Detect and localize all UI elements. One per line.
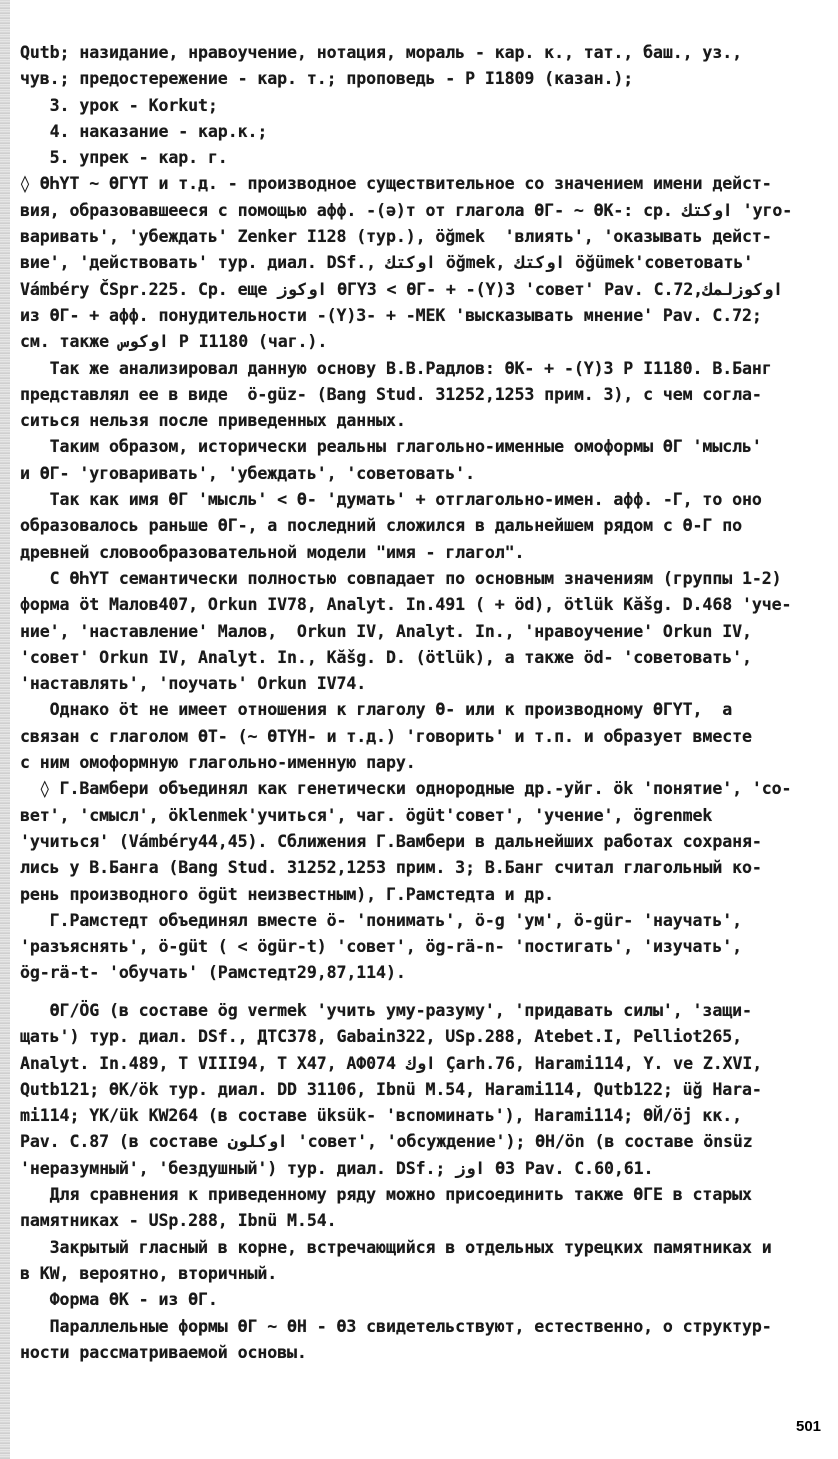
text-line: памятниках - USp.288, Ibnü M.54. bbox=[20, 1211, 337, 1231]
text-line: вия, образовавшееся с помощью афф. -(ə)т от глагола ӨГ- ~ ӨК-: ср. ‫اوكتك‬ 'уго- bbox=[20, 200, 793, 220]
text-line: ög-rä-t- 'обучать' (Рамстедт29,87,114). bbox=[20, 963, 406, 983]
text-line: Параллельные формы ӨГ ~ ӨН - ӨЗ свидетельствуют, естественно, о структур- bbox=[20, 1316, 772, 1336]
text-line: щать') тур. диал. DSf., ДТС378, Gabain322, USp.288, Atebet.I, Pelliot265, bbox=[20, 1027, 742, 1047]
text-line: Qutb; назидание, нравоучение, нотация, мораль - кар. к., тат., баш., уз., bbox=[20, 43, 742, 62]
text-line: чув.; предостережение - кар. т.; проповедь - Р I1809 (казан.); bbox=[20, 69, 634, 89]
text-line: см. также ‫اوكوس‬ Р I1180 (чаг.). bbox=[20, 332, 328, 352]
text-line: Analyt. In.489, T VIII94, T X47, АФ074 ‫اوك‬ Çarh.76, Harami114, Y. ve Z.XVI, bbox=[20, 1053, 763, 1073]
text-block-1 bbox=[20, 40, 828, 987]
text-line: Для сравнения к приведенному ряду можно присоединить также ӨГЕ в старых bbox=[20, 1185, 752, 1205]
text-block-2 bbox=[20, 998, 828, 1366]
text-line: Форма ӨК - из ӨГ. bbox=[20, 1290, 218, 1310]
text-line: mi114; ҮК/ük KW264 (в составе üksük- 'вспоминать'), Harami114; ӨЙ/öj кк., bbox=[20, 1106, 742, 1126]
text-line: ситься нельзя после приведенных данных. bbox=[20, 411, 406, 431]
text-line: варивать', 'убеждать' Zenker I128 (тур.), öğmek 'влиять', 'оказывать дейст- bbox=[20, 227, 772, 247]
text-line: Закрытый гласный в корне, встречающийся в отдельных турецких памятниках и bbox=[20, 1237, 772, 1257]
text-line: Таким образом, исторически реальны глагольно-именные омоформы ӨГ 'мысль' bbox=[20, 437, 762, 457]
text-line: Vámbéry ČSpr.225. Ср. еще ‫اوكوز‬ ӨГҮЗ < ӨГ- + -(Ү)З 'совет' Pav. C.72,‫اوكوزلمك‬ bbox=[20, 279, 783, 299]
text-line: 3. урок - Korkut; bbox=[20, 95, 218, 115]
text-line: 'разъяснять', ö-güt ( < ögür-t) 'совет', ög-rä-n- 'постигать', 'изучать', bbox=[20, 937, 742, 957]
text-line: Qutb121; ӨК/ök тур. диал. DD 31106, Ibnü M.54, Harami114, Qutb122; üğ Hara- bbox=[20, 1079, 762, 1099]
text-line: 4. наказание - кар.к.; bbox=[20, 121, 268, 141]
text-line: 'неразумный', 'бездушный') тур. диал. DSf.; ‫اوز‬ ӨЗ Pav. C.60,61. bbox=[20, 1158, 654, 1178]
text-line: ности рассматриваемой основы. bbox=[20, 1342, 307, 1362]
text-line: связан с глаголом ӨТ- (~ ӨТҮН- и т.д.) 'говорить' и т.п. и образует вместе bbox=[20, 726, 752, 746]
text-line: лись у В.Банга (Bang Stud. 31252,1253 прим. 3; В.Банг считал глагольный ко- bbox=[20, 858, 762, 878]
text-line: ◊ ӨҺҮТ ~ ӨГҮТ и т.д. - производное существительное со значением имени дейст- bbox=[20, 174, 772, 194]
text-line: С ӨҺҮТ семантически полностью совпадает по основным значениям (группы 1-2) bbox=[20, 568, 782, 588]
text-line: ӨГ/ÖG (в составе ög vermek 'учить уму-разуму', 'придавать силы', 'защи- bbox=[20, 1001, 752, 1020]
text-line: представлял ее в виде ö-güz- (Bang Stud. 31252,1253 прим. 3), с чем согла- bbox=[20, 384, 762, 404]
scan-edge bbox=[0, 0, 10, 1459]
text-line: ◊ Г.Вамбери объединял как генетически однородные др.-уйг. ök 'понятие', 'со- bbox=[20, 779, 792, 799]
text-line: 5. упрек - кар. г. bbox=[20, 148, 228, 168]
text-line: ние', 'наставление' Малов, Orkun IV, Analyt. In., 'нравоучение' Orkun IV, bbox=[20, 621, 752, 641]
text-line: Однако öt не имеет отношения к глаголу Ө- или к производному ӨГҮТ, а bbox=[20, 700, 733, 720]
text-line: Pav. C.87 (в составе ‫اوكلون‬ 'совет', 'обсуждение'); ӨН/ön (в составе önsüz bbox=[20, 1132, 753, 1152]
text-line: в KW, вероятно, вторичный. bbox=[20, 1263, 278, 1283]
text-line: 'наставлять', 'поучать' Orkun IV74. bbox=[20, 674, 367, 694]
text-line: и ӨГ- 'уговаривать', 'убеждать', 'советовать'. bbox=[20, 463, 475, 483]
text-line: 'учиться' (Vámbéry44,45). Сближения Г.Вамбери в дальнейших работах сохраня- bbox=[20, 831, 762, 851]
text-line: из ӨГ- + афф. понудительности -(Ү)З- + -МЕК 'высказывать мнение' Pav. C.72; bbox=[20, 305, 762, 325]
text-line: с ним омоформную глагольно-именную пару. bbox=[20, 753, 416, 773]
text-line: 'совет' Orkun IV, Analyt. In., Kăšg. D. (ötlük), а также öd- 'советовать', bbox=[20, 647, 752, 667]
text-line: Так как имя ӨГ 'мысль' < Ө- 'думать' + отглагольно-имен. афф. -Г, то оно bbox=[20, 490, 762, 510]
text-line: вет', 'смысл', öklenmek'учиться', чаг. ögüt'совет', 'учение', ögrenmek bbox=[20, 805, 713, 825]
text-line: форма öt Малов407, Orkun IV78, Analyt. In.491 ( + öd), ötlük Kăšg. D.468 'уче- bbox=[20, 595, 792, 615]
text-line: древней словообразовательной модели "имя - глагол". bbox=[20, 542, 525, 562]
text-line: рень производного ögüt неизвестным), Г.Рамстедта и др. bbox=[20, 884, 555, 904]
text-line: Г.Рамстедт объединял вместе ö- 'понимать', ö-g 'ум', ö-gür- 'научать', bbox=[20, 910, 742, 930]
text-line: образовалось раньше ӨГ-, а последний сложился в дальнейшем рядом с Ө-Г по bbox=[20, 516, 742, 536]
text-line: Так же анализировал данную основу В.В.Радлов: ӨК- + -(Ү)З Р I1180. В.Банг bbox=[20, 358, 772, 378]
text-line: вие', 'действовать' тур. диал. DSf., ‫اوكتك‬ öğmek, ‫اوكتك‬ öğümek'советовать' bbox=[20, 253, 754, 273]
page-number: 501 bbox=[796, 1418, 822, 1435]
